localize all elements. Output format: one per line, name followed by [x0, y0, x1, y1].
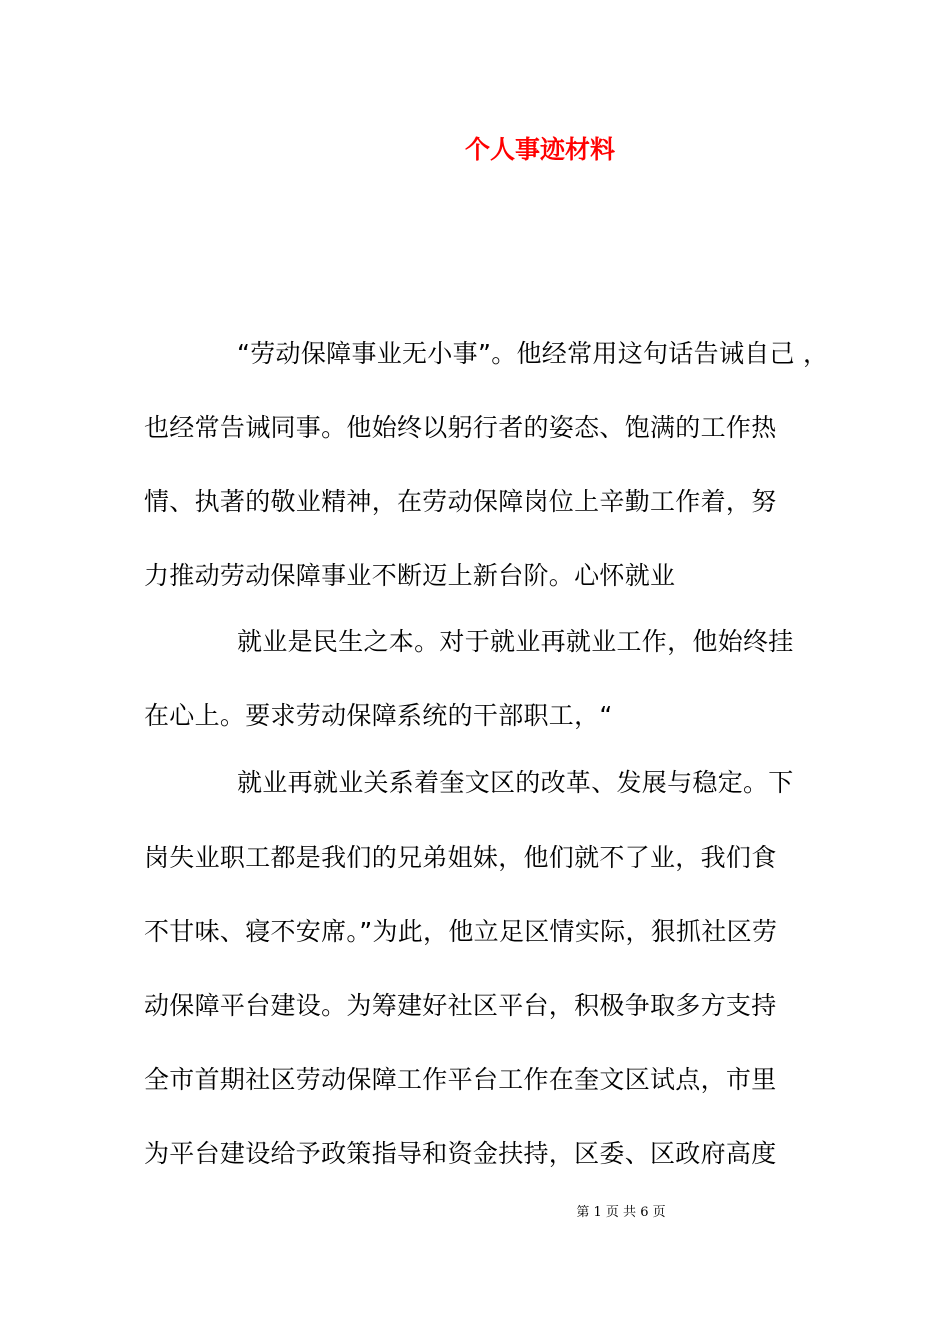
body-line: 也经常告诫同事。他始终以躬行者的姿态、饱满的工作热: [144, 413, 777, 442]
body-line: 力推动劳动保障事业不断迈上新台阶。心怀就业: [144, 561, 676, 590]
body-line: 动保障平台建设。为筹建好社区平台，积极争取多方支持: [144, 991, 777, 1020]
body-line: 岗失业职工都是我们的兄弟姐妹，他们就不了业，我们食: [144, 843, 777, 872]
body-line: 在心上。要求劳动保障系统的干部职工，“: [144, 701, 613, 730]
body-line: 就业是民生之本。对于就业再就业工作，他始终挂: [237, 627, 794, 656]
page-title: 个人事迹材料: [464, 135, 615, 164]
page-number: 第 1 页 共 6 页: [576, 1205, 666, 1220]
body-line: “劳动保障事业无小事”。他经常用这句话告诫自己 ，: [237, 339, 829, 368]
body-line: 全市首期社区劳动保障工作平台工作在奎文区试点，市里: [144, 1065, 777, 1094]
body-line: 不甘味、寝不安席。”为此，他立足区情实际，狠抓社区劳: [144, 917, 778, 946]
body-line: 情、执著的敬业精神，在劳动保障岗位上辛勤工作着，努: [144, 487, 777, 516]
body-line: 为平台建设给予政策指导和资金扶持，区委、区政府高度: [144, 1139, 777, 1168]
body-line: 就业再就业关系着奎文区的改革、发展与稳定。下: [237, 768, 794, 797]
